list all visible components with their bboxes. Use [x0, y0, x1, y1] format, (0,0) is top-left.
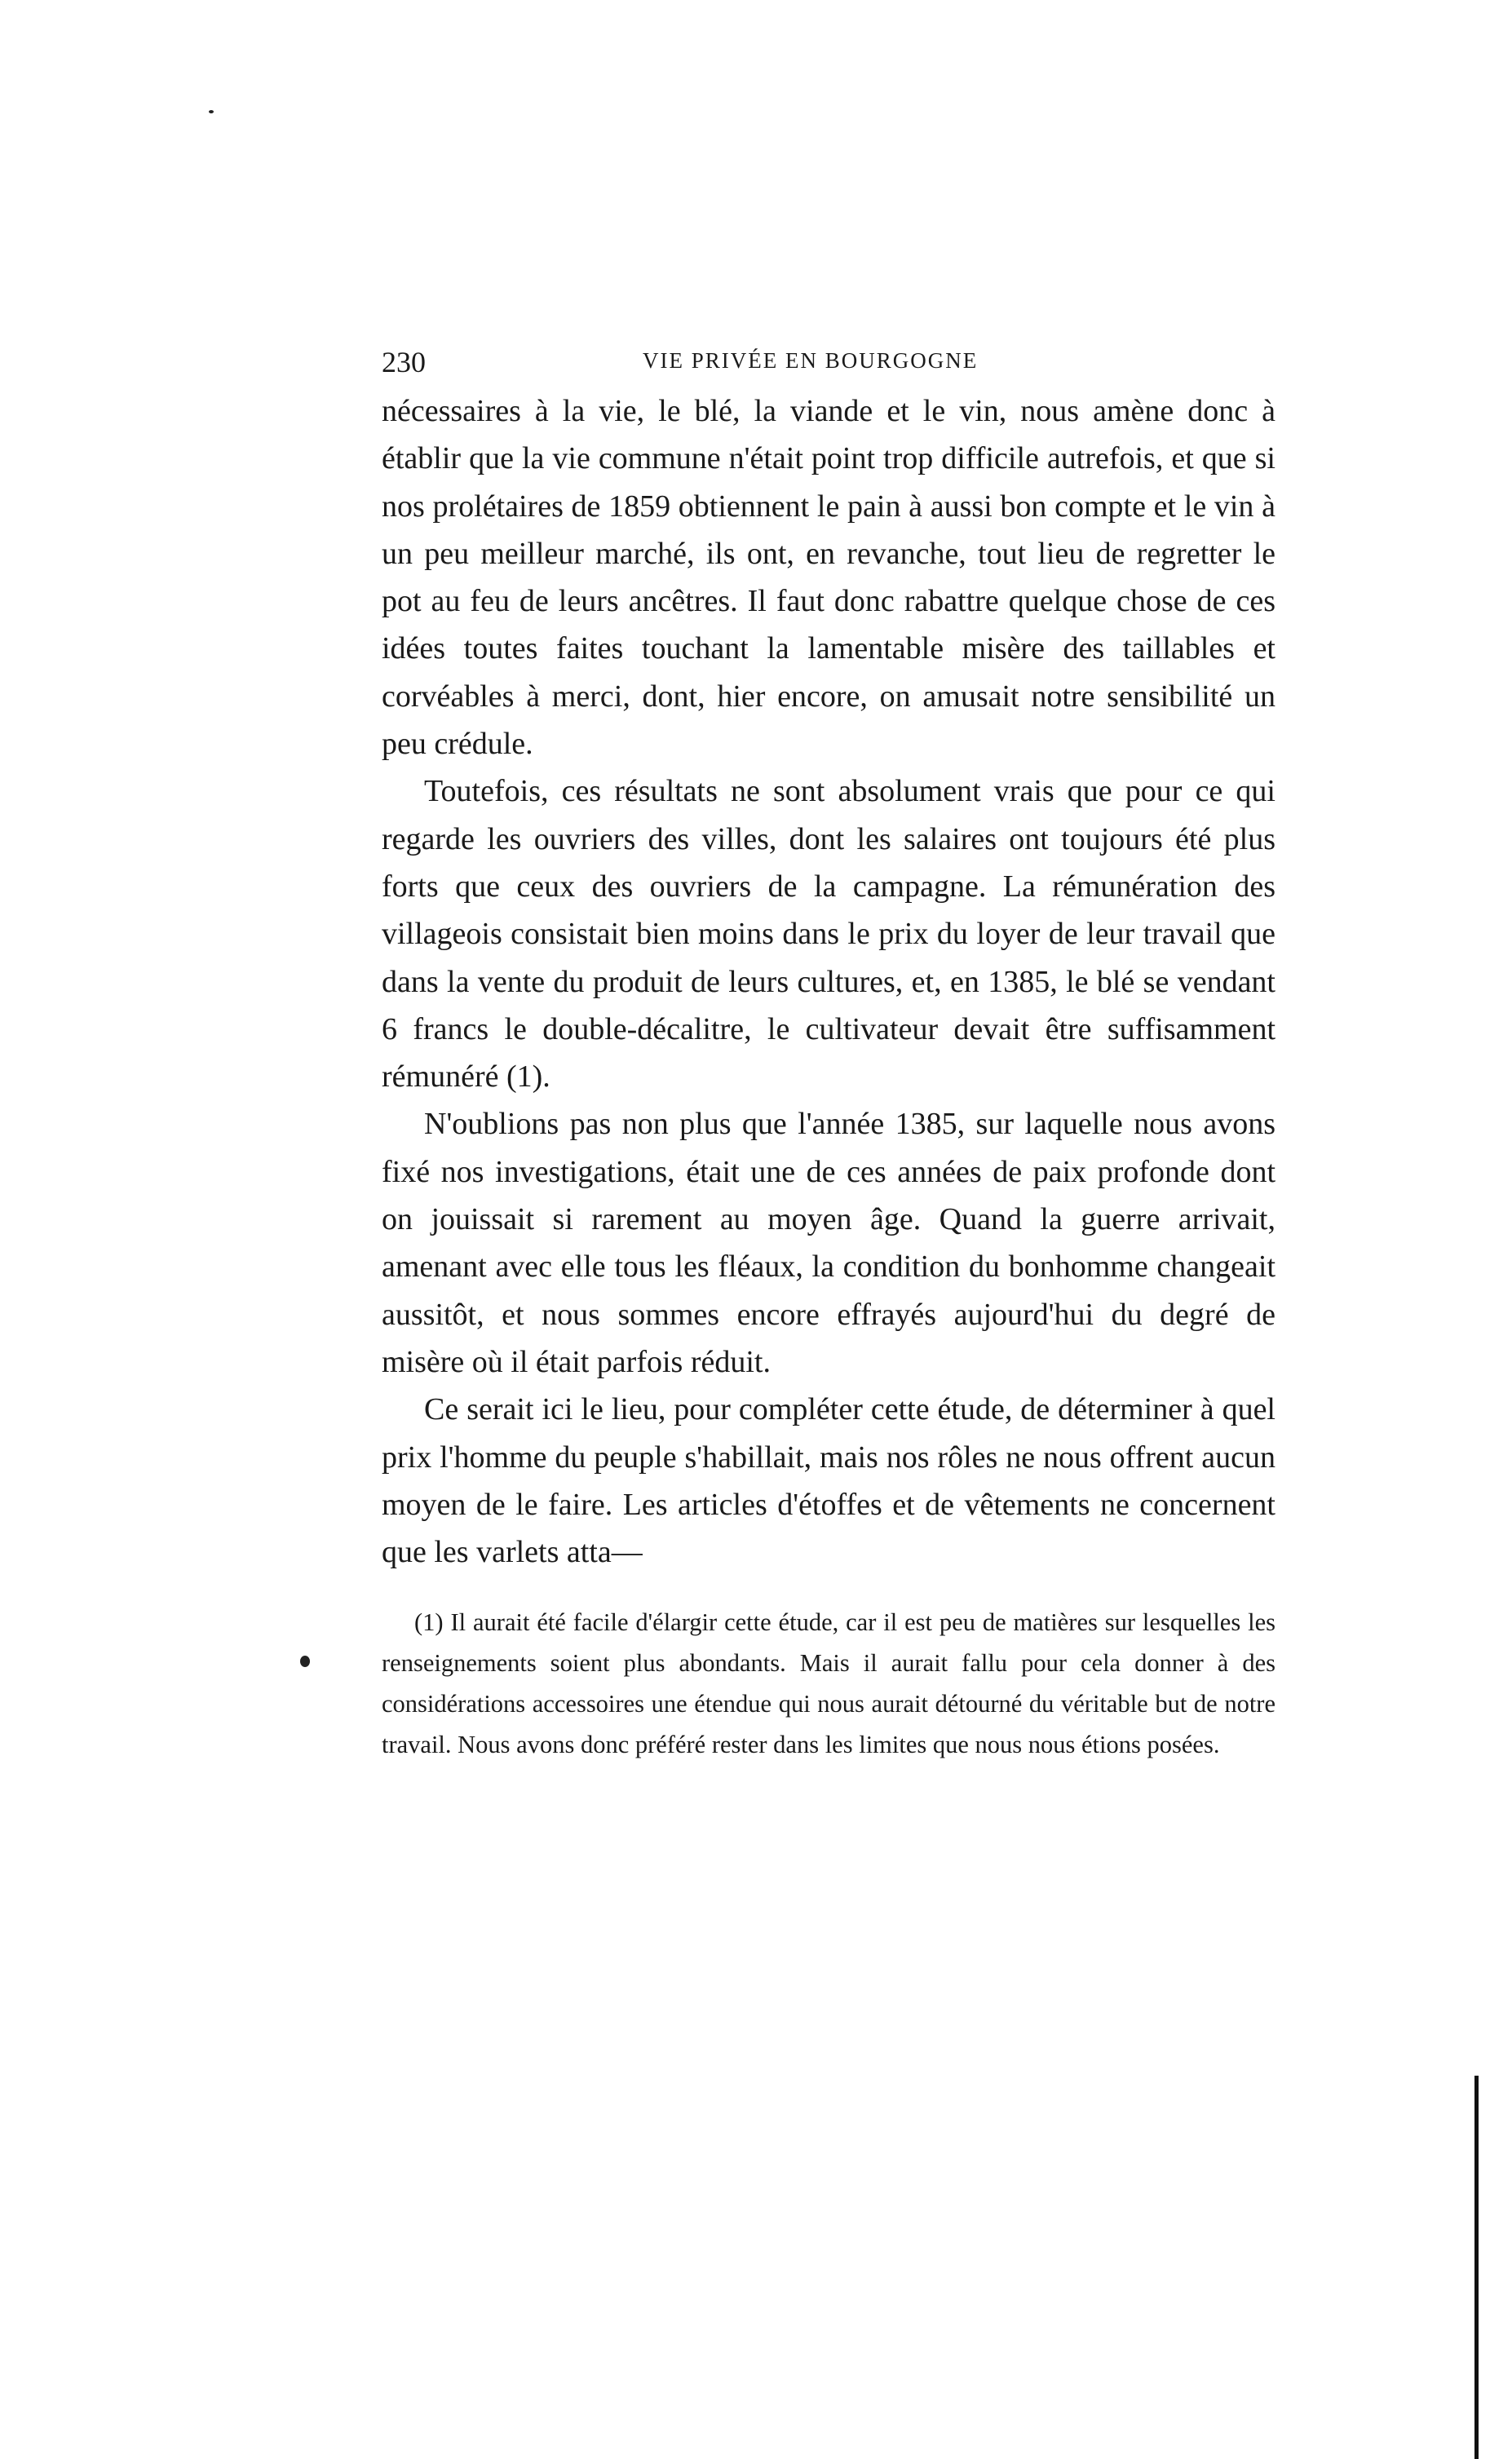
footnote-text: (1) Il aurait été facile d'élargir cette étude, car il est peu de matières sur lesquelles les renseignements soient plus abondants. Mais il aurait fallu pour cela donner à des considérations accessoires une étendue qui nous aurait détourné du véritable but de notre travail. Nous avons donc préféré rester dans les limites que nous nous étions posées. — [382, 1608, 1275, 1759]
book-page — [382, 338, 1275, 1765]
ink-speck — [209, 110, 214, 113]
paragraph: Ce serait ici le lieu, pour compléter cette étude, de déterminer à quel prix l'homme du peuple s'habillait, mais nos rôles ne nous offrent aucun moyen de le faire. Les articles d'étoffes et de vêtements ne concernent que les varlets atta— — [382, 1392, 1275, 1570]
page-number: 230 — [382, 346, 426, 378]
running-title: VIE PRIVÉE EN BOURGOGNE — [643, 348, 979, 373]
paragraph-continued: nécessaires à la vie, le blé, la viande et le vin, nous amène donc à établir que la vie commune n'était point trop difficile autrefois, et que si nos prolétaires de 1859 obtiennent le pain à aussi bon compte et le vin à un peu meilleur marché, ils ont, en revanche, tout lieu de regretter le pot au feu de leurs ancêtres. Il faut donc rabattre quelque chose de ces idées toutes faites touchant la lamentable misère des taillables et corvéables à merci, dont, hier encore, on amusait notre sensibilité un peu crédule. — [382, 394, 1275, 762]
body-text — [382, 387, 1275, 1576]
paragraph: Toutefois, ces résultats ne sont absolument vrais que pour ce qui regarde les ouvriers des villes, dont les salaires ont toujours été plus forts que ceux des ouvriers de la campagne. La rémunération des villageois consistait bien moins dans le prix du loyer de leur travail que dans la vente du produit de leurs cultures, et, en 1385, le blé se vendant 6 francs le double-décalitre, le cultivateur devait être suffisamment rémunéré (1). — [382, 774, 1275, 1095]
margin-scan-line — [1474, 2076, 1479, 2459]
running-head — [382, 338, 1275, 387]
ink-speck — [300, 1656, 310, 1667]
footnote — [382, 1602, 1275, 1765]
paragraph: N'oublions pas non plus que l'année 1385, sur laquelle nous avons fixé nos investigations, était une de ces années de paix profonde dont on jouissait si rarement au moyen âge. Quand la guerre arrivait, amenant avec elle tous les fléaux, la condition du bonhomme changeait aussitôt, et nous sommes encore effrayés aujourd'hui du degré de misère où il était parfois réduit. — [382, 1107, 1275, 1379]
